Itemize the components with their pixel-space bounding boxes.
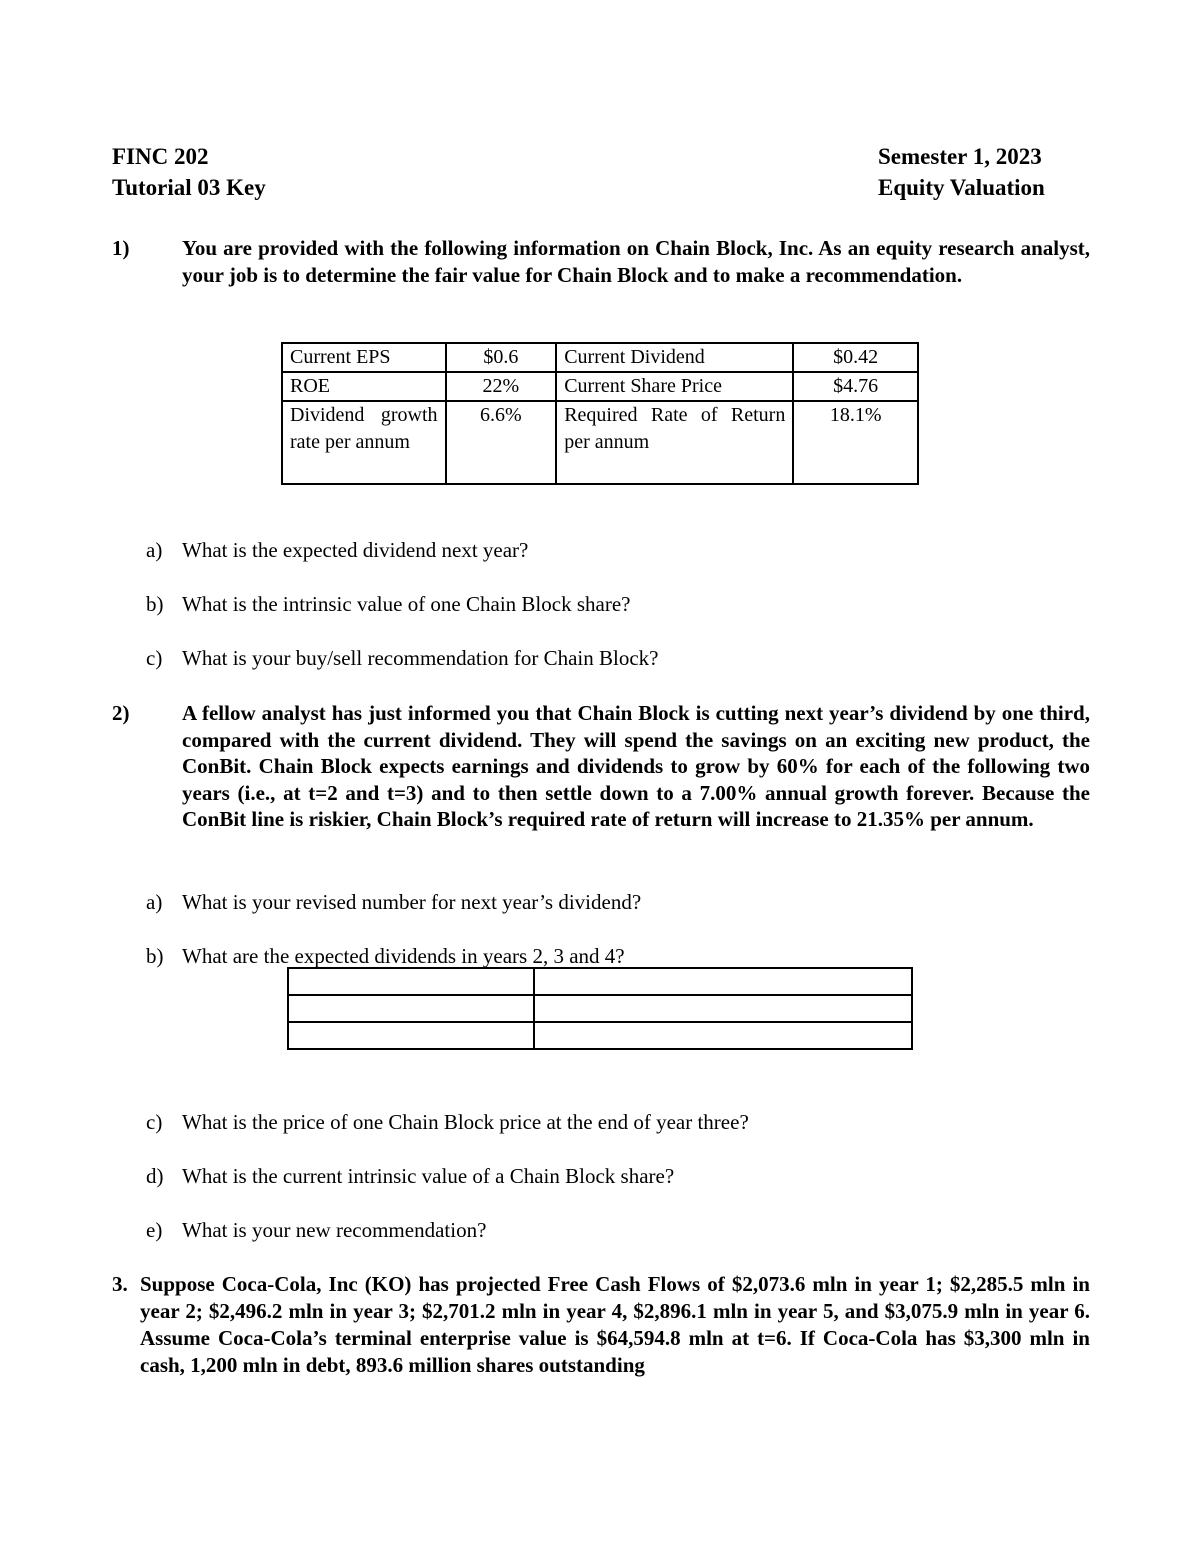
part-label: b) [146, 944, 164, 968]
part-label: a) [146, 538, 163, 562]
table-row [288, 995, 912, 1022]
table-row [288, 1022, 912, 1049]
table-cell-label: Current Dividend [556, 343, 793, 372]
course-code: FINC 202 [112, 144, 209, 169]
table-cell [534, 1022, 912, 1049]
part-label: e) [146, 1218, 163, 1242]
part-label: d) [146, 1164, 164, 1188]
q2-part-d [146, 1163, 674, 1189]
table-row [282, 343, 918, 372]
q2-part-c [146, 1109, 749, 1135]
header-left [112, 141, 266, 203]
part-text: What are the expected dividends in years 2, 3 and 4? [182, 944, 625, 968]
table-cell-label: Current EPS [282, 343, 446, 372]
table-row [282, 372, 918, 401]
part-label: a) [146, 890, 163, 914]
table-cell-value: 18.1% [793, 401, 918, 484]
part-text: What is the price of one Chain Block price at the end of year three? [182, 1110, 749, 1134]
table-row [282, 401, 918, 484]
q1-part-b [146, 591, 630, 617]
question-text: Suppose Coca-Cola, Inc (KO) has projected Free Cash Flows of $2,073.6 mln in year 1; $2,285.5 mln in year 2; $2,496.2 mln in year 3; $2,701.2 mln in year 4, $2,896.1 mln in year 5, and $3,075.9 mln in year 6. Assume Coca-Cola’s terminal enterprise value is $64,594.8 mln at t=6. If Coca-Cola has $3,300 mln in cash, 1,200 mln in debt, 893.6 million shares outstanding [140, 1272, 1090, 1377]
table-cell-value: 6.6% [446, 401, 557, 484]
question-number: 1) [112, 236, 130, 260]
part-text: What is your buy/sell recommendation for Chain Block? [182, 646, 659, 670]
q1-part-a [146, 537, 528, 563]
table-cell [288, 995, 534, 1022]
topic-label: Equity Valuation [878, 175, 1045, 200]
table-cell-label: ROE [282, 372, 446, 401]
part-text: What is your new recommendation? [182, 1218, 487, 1242]
q2-part-a [146, 889, 641, 915]
q1-part-c [146, 645, 658, 671]
question-text: You are provided with the following information on Chain Block, Inc. As an equity research analyst, your job is to determine the fair value for Chain Block and to make a recommendation. [182, 236, 1090, 287]
part-text: What is the current intrinsic value of a Chain Block share? [182, 1164, 675, 1188]
q2-part-e [146, 1217, 486, 1243]
table-cell-label: Dividend growth rate per annum [282, 401, 446, 484]
header-right [878, 141, 1045, 203]
part-text: What is the intrinsic value of one Chain Block share? [182, 592, 631, 616]
part-text: What is your revised number for next year’s dividend? [182, 890, 642, 914]
tutorial-title: Tutorial 03 Key [112, 175, 266, 200]
table-cell [288, 1022, 534, 1049]
table-cell-label: Current Share Price [556, 372, 793, 401]
table-cell-value: $0.42 [793, 343, 918, 372]
table-cell [534, 968, 912, 995]
part-label: b) [146, 592, 164, 616]
table-row [288, 968, 912, 995]
table-cell [288, 968, 534, 995]
part-label: c) [146, 646, 163, 670]
q2-part-b [146, 943, 625, 969]
table-cell-value: $4.76 [793, 372, 918, 401]
question-text: A fellow analyst has just informed you that Chain Block is cutting next year’s dividend by one third, compared with the current dividend. They will spend the savings on an exciting new product, the ConBit. Chain Block expects earnings and dividends to grow by 60% for each of the following two years (i.e., at t=2 and t=3) and to then settle down to a 7.00% annual growth forever. Because the ConBit line is riskier, Chain Block’s required rate of return will increase to 21.35% per annum. [182, 701, 1090, 831]
question-number: 2) [112, 701, 130, 725]
table-cell-value: $0.6 [446, 343, 557, 372]
question-number: 3. [112, 1272, 128, 1296]
question-2 [112, 700, 1090, 833]
table-cell-value: 22% [446, 372, 557, 401]
table-cell [534, 995, 912, 1022]
chain-block-info-table [281, 342, 919, 485]
semester-label: Semester 1, 2023 [878, 144, 1042, 169]
part-text: What is the expected dividend next year? [182, 538, 529, 562]
dividends-answer-table [287, 967, 913, 1050]
question-1 [112, 235, 1090, 288]
part-label: c) [146, 1110, 163, 1134]
question-3 [112, 1271, 1090, 1379]
table-cell-label: Required Rate of Return per annum [556, 401, 793, 484]
